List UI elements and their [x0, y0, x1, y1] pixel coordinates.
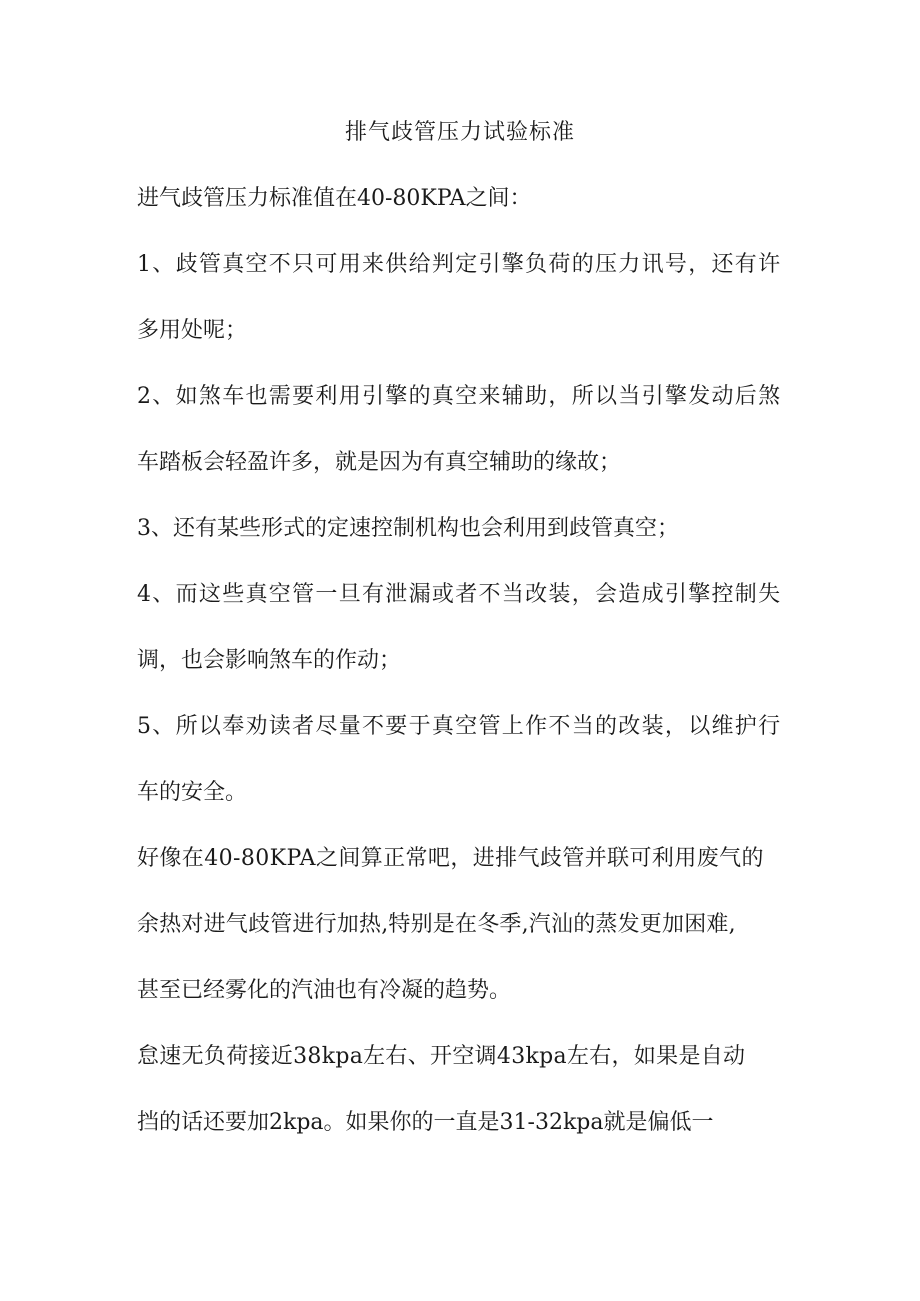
point-2-line-1: 2、如煞车也需要利用引擎的真空来辅助，所以当引擎发动后煞	[137, 384, 782, 409]
point-3-line-1: 3、还有某些形式的定速控制机构也会利用到歧管真空；	[137, 516, 679, 541]
paragraph-3-line-1: 怠速无负荷接近38kpa左右、开空调43kpa左右，如果是自动	[137, 1044, 746, 1069]
paragraph-2-line-3: 甚至已经雾化的汽油也有冷凝的趋势。	[137, 978, 512, 1003]
point-5-line-2: 车的安全。	[137, 780, 248, 805]
intro-line: 进气歧管压力标准值在40-80KPA之间：	[137, 186, 532, 211]
point-4-line-2: 调，也会影响煞车的作动；	[137, 648, 402, 673]
document-title: 排气歧管压力试验标准	[344, 120, 575, 145]
paragraph-3-line-2: 挡的话还要加2kpa。如果你的一直是31-32kpa就是偏低一	[137, 1110, 714, 1135]
paragraph-2-line-2: 余热对进气歧管进行加热,特别是在冬季,汽汕的蒸发更加困难,	[137, 912, 736, 937]
point-4-line-1: 4、而这些真空管一旦有泄漏或者不当改装，会造成引擎控制失	[137, 582, 782, 607]
paragraph-2-line-1: 好像在40-80KPA之间算正常吧，进排气歧管并联可利用废气的	[137, 846, 764, 871]
point-2-line-2: 车踏板会轻盈许多，就是因为有真空辅助的缘故；	[137, 450, 622, 475]
point-1-line-2: 多用处呢；	[137, 318, 248, 343]
point-5-line-1: 5、所以奉劝读者尽量不要于真空管上作不当的改装，以维护行	[137, 714, 782, 739]
point-1-line-1: 1、歧管真空不只可用来供给判定引擎负荷的压力讯号，还有许	[137, 252, 782, 277]
